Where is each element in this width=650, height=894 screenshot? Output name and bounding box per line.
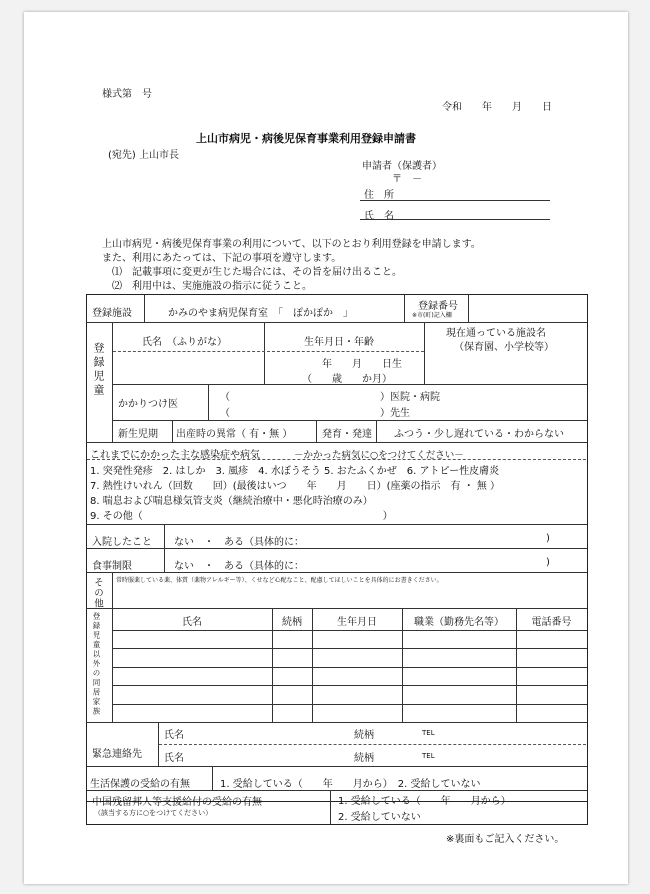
family-table-row[interactable] [112,704,587,722]
address-line[interactable] [360,200,550,201]
family-column-header: 職業（勤務先名等） [414,617,504,628]
hospitalization-close: ) [546,533,550,544]
other-section-label: その他 [92,577,103,609]
infections-line-3[interactable]: 8. 喘息および喘息様気管支炎（継続治療中・悪化時治療のみ） [90,496,373,507]
child-section-label: 登録児童 [92,342,105,398]
school-label-1: 現在通っている施設名 [446,328,546,339]
development-options[interactable]: ふつう・少し遅れている・わからない [394,429,564,440]
family-column-header: 電話番号 [531,617,572,628]
form-paper [24,12,628,884]
returnee-note: （該当する方に○をつけてください） [94,809,213,817]
emergency-name-label: 氏名 [164,753,184,764]
child-name-label: 氏名 （ふりがな） [142,337,227,348]
infections-header-note: －かかった病気に○をつけてください－ [294,450,464,461]
intro-item-1: ⑴ 記載事項に変更が生じた場合には、その旨を届け出ること。 [112,267,402,278]
hospitalization-options[interactable]: ない ・ ある（具体的に： [174,537,304,548]
emergency-tel-label: TEL [422,729,435,737]
address-label: 住 所 [364,190,394,201]
doctor-label: かかりつけ医 [118,399,178,410]
applicant-name-line[interactable] [360,219,550,220]
age-value-field[interactable]: （ 歳 か月） [302,374,392,385]
infections-header: これまでにかかった主な感染症や病気 [90,450,260,461]
doctor-field[interactable]: （ ）先生 [220,408,410,419]
emergency-label: 緊急連絡先 [92,749,142,760]
emergency-tel-label: TEL [422,752,435,760]
birth-abnormality-field[interactable]: 出産時の異常（ 有・無 ） [176,429,293,440]
addressee: (宛先) 上山市長 [108,150,179,161]
school-label-2: （保育園、小学校等） [454,342,554,353]
infections-line-2[interactable]: 7. 熱性けいれん（回数 回）(最後はいつ 年 月 日）(座薬の指示 有 ・ 無 ） [90,481,501,492]
emergency-relation-label: 続柄 [354,730,374,741]
development-label: 発育・発達 [322,429,372,440]
returnee-option-2[interactable]: 2. 受給していない [338,812,421,823]
returnee-label: 中国残留邦人等支援給付の受給の有無 [92,797,262,808]
welfare-label: 生活保護の受給の有無 [90,779,190,790]
family-column-header: 氏名 [182,617,202,628]
newborn-label: 新生児期 [118,429,158,440]
dob-value-field[interactable]: 年 月 日生 [322,359,402,370]
family-column-header: 生年月日 [337,617,377,628]
facility-label: 登録施設 [92,308,132,319]
hospitalization-label: 入院したこと [92,537,152,548]
emergency-name-label: 氏名 [164,730,184,741]
form-number: 様式第 号 [102,89,152,100]
dob-label: 生年月日・年齢 [304,337,374,348]
applicant-label: 申請者（保護者） [362,161,442,172]
intro-item-2: ⑵ 利用中は、実施施設の指示に従うこと。 [112,281,312,292]
postal-code-field[interactable]: 〒 － [392,174,422,185]
family-table-row[interactable] [112,630,587,648]
facility-value: かみのやま病児保育室 「 ぽかぽか 」 [168,308,353,319]
diet-label: 食事制限 [92,561,132,572]
registration-number-note: ※市(町)記入欄 [412,312,452,319]
infections-line-4[interactable]: 9. その他（ ） [90,511,393,522]
family-table-row[interactable] [112,648,587,666]
intro-line-2: また、利用にあたっては、下記の事項を遵守します。 [102,253,342,264]
diet-options[interactable]: ない ・ ある（具体的に： [174,561,304,572]
clinic-field[interactable]: （ ）医院・病院 [220,392,440,403]
date-line: 令和 年 月 日 [442,102,552,113]
family-table-row[interactable] [112,667,587,685]
family-section-label: 登録児童以外の同居家族 [92,612,101,717]
footer-note: ※裏面もご記入ください。 [446,834,565,845]
family-table-row[interactable] [112,685,587,703]
returnee-option-1[interactable]: 1. 受給している（ 年 月から） [338,796,511,807]
page-title: 上山市病児・病後児保育事業利用登録申請書 [196,132,416,145]
diet-close: ) [546,557,550,568]
intro-line-1: 上山市病児・病後児保育事業の利用について、以下のとおり利用登録を申請します。 [102,239,481,250]
family-column-header: 続柄 [282,617,302,628]
emergency-relation-label: 続柄 [354,753,374,764]
other-note: 常時服薬している薬、体質（薬物アレルギー等）、くせなど心配なこと、配慮してほしいことを具体的にお書きください。 [116,577,443,584]
welfare-options[interactable]: 1. 受給している（ 年 月から） 2. 受給していない [220,779,481,790]
applicant-name-label: 氏 名 [364,211,394,222]
infections-line-1[interactable]: 1. 突発性発疹 2. はしか 3. 風疹 4. 水ぼうそう 5. おたふくかぜ 6. アトピー性皮膚炎 [90,466,500,477]
registration-number-label: 登録番号 [418,301,458,312]
